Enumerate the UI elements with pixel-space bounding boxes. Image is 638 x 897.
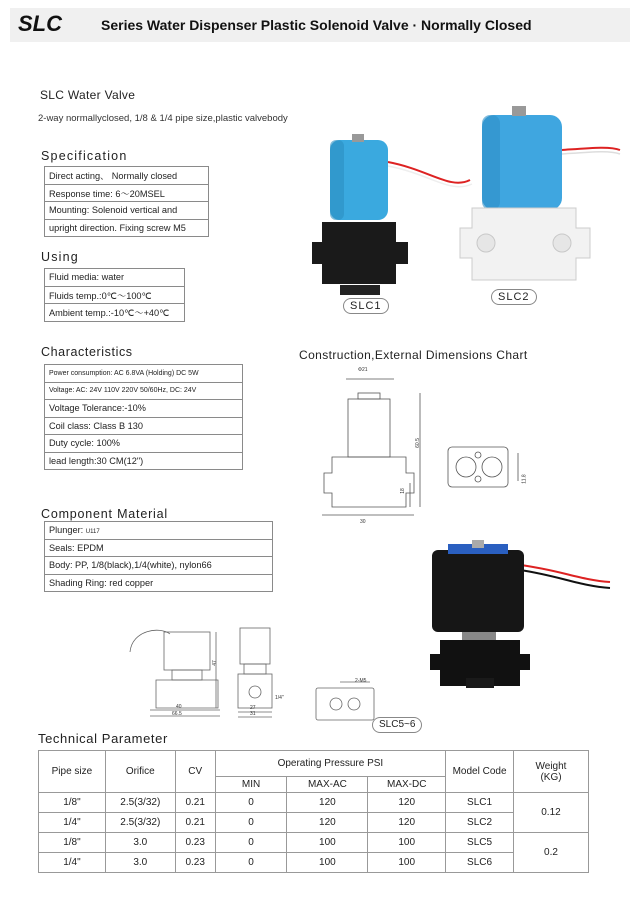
- spec-row: Response time: 6～20MSEL: [45, 184, 209, 202]
- cell-pipe: 1/8": [39, 793, 106, 813]
- header-weight: Weight (KG): [513, 751, 588, 793]
- cell-pipe: 1/4": [39, 813, 106, 833]
- char-row: Duty cycle: 100%: [45, 435, 243, 453]
- cell-orifice: 2.5(3/32): [105, 793, 175, 813]
- cell-orifice: 3.0: [105, 833, 175, 853]
- cell-pipe: 1/8": [39, 833, 106, 853]
- header-pipe-size: Pipe size: [39, 751, 106, 793]
- dim-d: 27: [250, 705, 256, 711]
- cell-max-ac: 100: [287, 833, 368, 853]
- specification-table: [44, 166, 209, 237]
- plunger-label: Plunger:: [49, 525, 84, 536]
- cell-max-dc: 120: [368, 793, 446, 813]
- dim-top: Φ21: [358, 367, 368, 373]
- material-row: [45, 522, 273, 540]
- cell-weight: 0.2: [513, 833, 588, 873]
- specification-heading: Specification: [41, 149, 128, 163]
- using-heading: Using: [41, 250, 79, 264]
- valve-photo-slc5-6: [420, 540, 632, 690]
- material-row: Seals: EPDM: [45, 539, 273, 557]
- material-heading: Component Material: [41, 507, 168, 521]
- cell-orifice: 3.0: [105, 853, 175, 873]
- using-row: Ambient temp.:-10℃～+40℃: [45, 304, 185, 322]
- technical-heading: Technical Parameter: [38, 731, 168, 746]
- construction-drawing: [318, 365, 538, 525]
- cell-model: SLC2: [446, 813, 514, 833]
- using-row: Fluid media: water: [45, 269, 185, 287]
- spec-row: Direct acting、 Normally closed: [45, 167, 209, 185]
- spec-row: upright direction. Fixing screw M5: [45, 219, 209, 237]
- header-orifice: Orifice: [105, 751, 175, 793]
- material-row: Shading Ring: red copper: [45, 574, 273, 592]
- table-row: [39, 853, 589, 873]
- dim-base: 18: [399, 488, 406, 494]
- header-model-code: Model Code: [446, 751, 514, 793]
- plunger-value: U117: [85, 529, 100, 536]
- dim-b: 66.5: [172, 711, 182, 717]
- characteristics-heading: Characteristics: [41, 345, 133, 359]
- dim-c: 47: [211, 660, 218, 666]
- char-row: Coil class: Class B 130: [45, 417, 243, 435]
- cell-max-ac: 100: [287, 853, 368, 873]
- header-max-dc: MAX-DC: [368, 777, 446, 793]
- using-row: Fluids temp.:0℃～100℃: [45, 286, 185, 304]
- cell-weight: 0.12: [513, 793, 588, 833]
- material-row: Body: PP, 1/8(black),1/4(white), nylon66: [45, 557, 273, 575]
- material-table: [44, 521, 273, 592]
- table-row: [39, 833, 589, 853]
- dim-height: 60.5: [414, 438, 421, 448]
- header-max-ac: MAX-AC: [287, 777, 368, 793]
- cell-min: 0: [215, 853, 287, 873]
- cell-orifice: 2.5(3/32): [105, 813, 175, 833]
- char-row: Voltage Tolerance:-10%: [45, 400, 243, 418]
- cell-model: SLC1: [446, 793, 514, 813]
- dim-side: 11.8: [521, 474, 528, 484]
- dim-a: 40: [176, 704, 182, 710]
- cell-max-dc: 120: [368, 813, 446, 833]
- dim-g: 2-M5: [355, 678, 367, 684]
- cell-cv: 0.21: [175, 813, 215, 833]
- header-min: MIN: [215, 777, 287, 793]
- char-row: Power consumption: AC 6.8VA (Holding) DC 5W: [45, 365, 243, 383]
- characteristics-table: [44, 364, 243, 470]
- cell-pipe: 1/4": [39, 853, 106, 873]
- using-table: [44, 268, 185, 322]
- cell-min: 0: [215, 813, 287, 833]
- cell-model: SLC6: [446, 853, 514, 873]
- cell-max-ac: 120: [287, 793, 368, 813]
- technical-table: [38, 750, 589, 873]
- cell-max-dc: 100: [368, 833, 446, 853]
- cell-cv: 0.23: [175, 853, 215, 873]
- header-pressure: Operating Pressure PSI: [215, 751, 445, 777]
- cell-max-dc: 100: [368, 853, 446, 873]
- valve-photo-slc1-slc2: [300, 100, 630, 310]
- cell-cv: 0.23: [175, 833, 215, 853]
- construction-heading: Construction,External Dimensions Chart: [299, 348, 528, 362]
- slc56-label: SLC5~6: [372, 717, 422, 733]
- dim-width: 30: [360, 519, 366, 525]
- intro-heading: SLC Water Valve: [40, 88, 136, 102]
- cell-min: 0: [215, 793, 287, 813]
- dim-f: 1/4": [275, 695, 284, 701]
- slc2-label: SLC2: [491, 289, 537, 305]
- dim-e: 31: [250, 711, 256, 717]
- spec-row: Mounting: Solenoid vertical and: [45, 202, 209, 220]
- table-row: [39, 793, 589, 813]
- header-cv: CV: [175, 751, 215, 793]
- cell-cv: 0.21: [175, 793, 215, 813]
- cell-min: 0: [215, 833, 287, 853]
- brand-name: SLC: [18, 11, 62, 36]
- table-row: [39, 813, 589, 833]
- page-title: Series Water Dispenser Plastic Solenoid Valve · Normally Closed: [101, 17, 532, 33]
- char-row: lead length:30 CM(12"): [45, 452, 243, 470]
- intro-description: 2-way normallyclosed, 1/8 & 1/4 pipe size,plastic valvebody: [38, 113, 288, 124]
- cell-model: SLC5: [446, 833, 514, 853]
- cell-max-ac: 120: [287, 813, 368, 833]
- char-row: Voltage: AC: 24V 110V 220V 50/60Hz, DC: 24V: [45, 382, 243, 400]
- slc1-label: SLC1: [343, 298, 389, 314]
